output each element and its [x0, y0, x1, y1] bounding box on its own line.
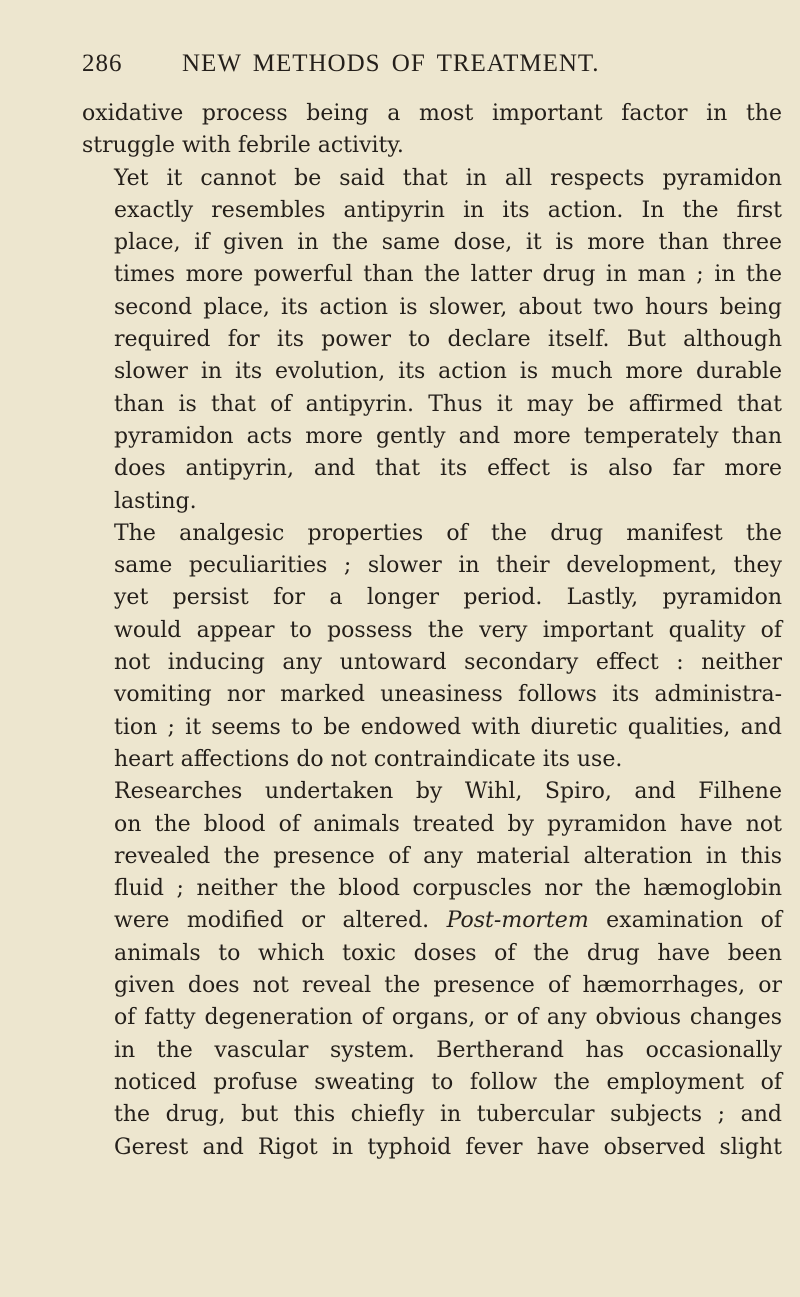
text-line: pyramidon acts more gently and more temperately than [114, 423, 782, 449]
italic-term: Post-mortem [446, 908, 589, 934]
body-text [82, 98, 782, 1164]
text-line: place, if given in the same dose, it is more than three [114, 230, 782, 256]
text-line: oxidative process being a most important factor in the [82, 101, 782, 126]
text-line: times more powerful than the latter drug in man ; in the [114, 262, 782, 288]
text-line: animals to which toxic doses of the drug have been [114, 940, 782, 966]
text-line: than is that of antipyrin. Thus it may be affirmed that [114, 391, 782, 417]
text-line: struggle with febrile activity. [82, 133, 404, 159]
paragraph-2 [82, 163, 782, 518]
text-line: exactly resembles antipyrin in its action. In the first [114, 197, 782, 223]
text-line: Researches undertaken by Wihl, Spiro, and Filhene [114, 779, 782, 805]
text-line: required for its power to declare itself. But although [114, 327, 782, 353]
text-line: given does not reveal the presence of hæmorrhages, or [114, 973, 782, 999]
text-line: not inducing any untoward secondary effect : neither [114, 650, 782, 676]
text-line: revealed the presence of any material alteration in this [114, 843, 782, 869]
text-line: tion ; it seems to be endowed with diuretic qualities, and [114, 714, 782, 740]
text-line: in the vascular system. Bertherand has occasionally [114, 1037, 782, 1063]
text-line: would appear to possess the very important quality of [114, 617, 782, 643]
text-line: second place, its action is slower, about two hours being [114, 294, 782, 320]
text-line: heart affections do not contraindicate its use. [114, 746, 623, 772]
text-line: Yet it cannot be said that in all respects pyramidon [114, 165, 782, 191]
text-line: fluid ; neither the blood corpuscles nor the hæmoglobin [114, 876, 782, 902]
page-number: 286 [82, 50, 123, 77]
running-head [82, 50, 742, 86]
text-line: vomiting nor marked uneasiness follows its administra- [114, 682, 782, 708]
text-line: on the blood of animals treated by pyramidon have not [114, 811, 782, 837]
text-line: same peculiarities ; slower in their development, they [114, 553, 782, 579]
text-run: were modified or altered. [114, 908, 447, 934]
text-run: examination of [588, 908, 783, 934]
text-line: The analgesic properties of the drug manifest the [114, 520, 782, 546]
text-line-with-italic [82, 905, 782, 937]
text-line: noticed profuse sweating to follow the employment of [114, 1069, 782, 1095]
paragraph-1 [82, 98, 782, 163]
text-line: lasting. [114, 488, 197, 514]
paragraph-3 [82, 518, 782, 776]
running-title: NEW METHODS OF TREATMENT. [182, 50, 600, 77]
text-line: Gerest and Rigot in typhoid fever have observed slight [114, 1134, 782, 1160]
text-line: yet persist for a longer period. Lastly, pyramidon [114, 585, 782, 611]
text-line: slower in its evolution, its action is much more durable [114, 359, 782, 385]
text-line: does antipyrin, and that its effect is also far more [114, 456, 782, 482]
text-line: of fatty degeneration of organs, or of any obvious changes [114, 1005, 782, 1031]
paragraph-4 [82, 776, 782, 1164]
text-line: the drug, but this chiefly in tubercular subjects ; and [114, 1102, 782, 1128]
